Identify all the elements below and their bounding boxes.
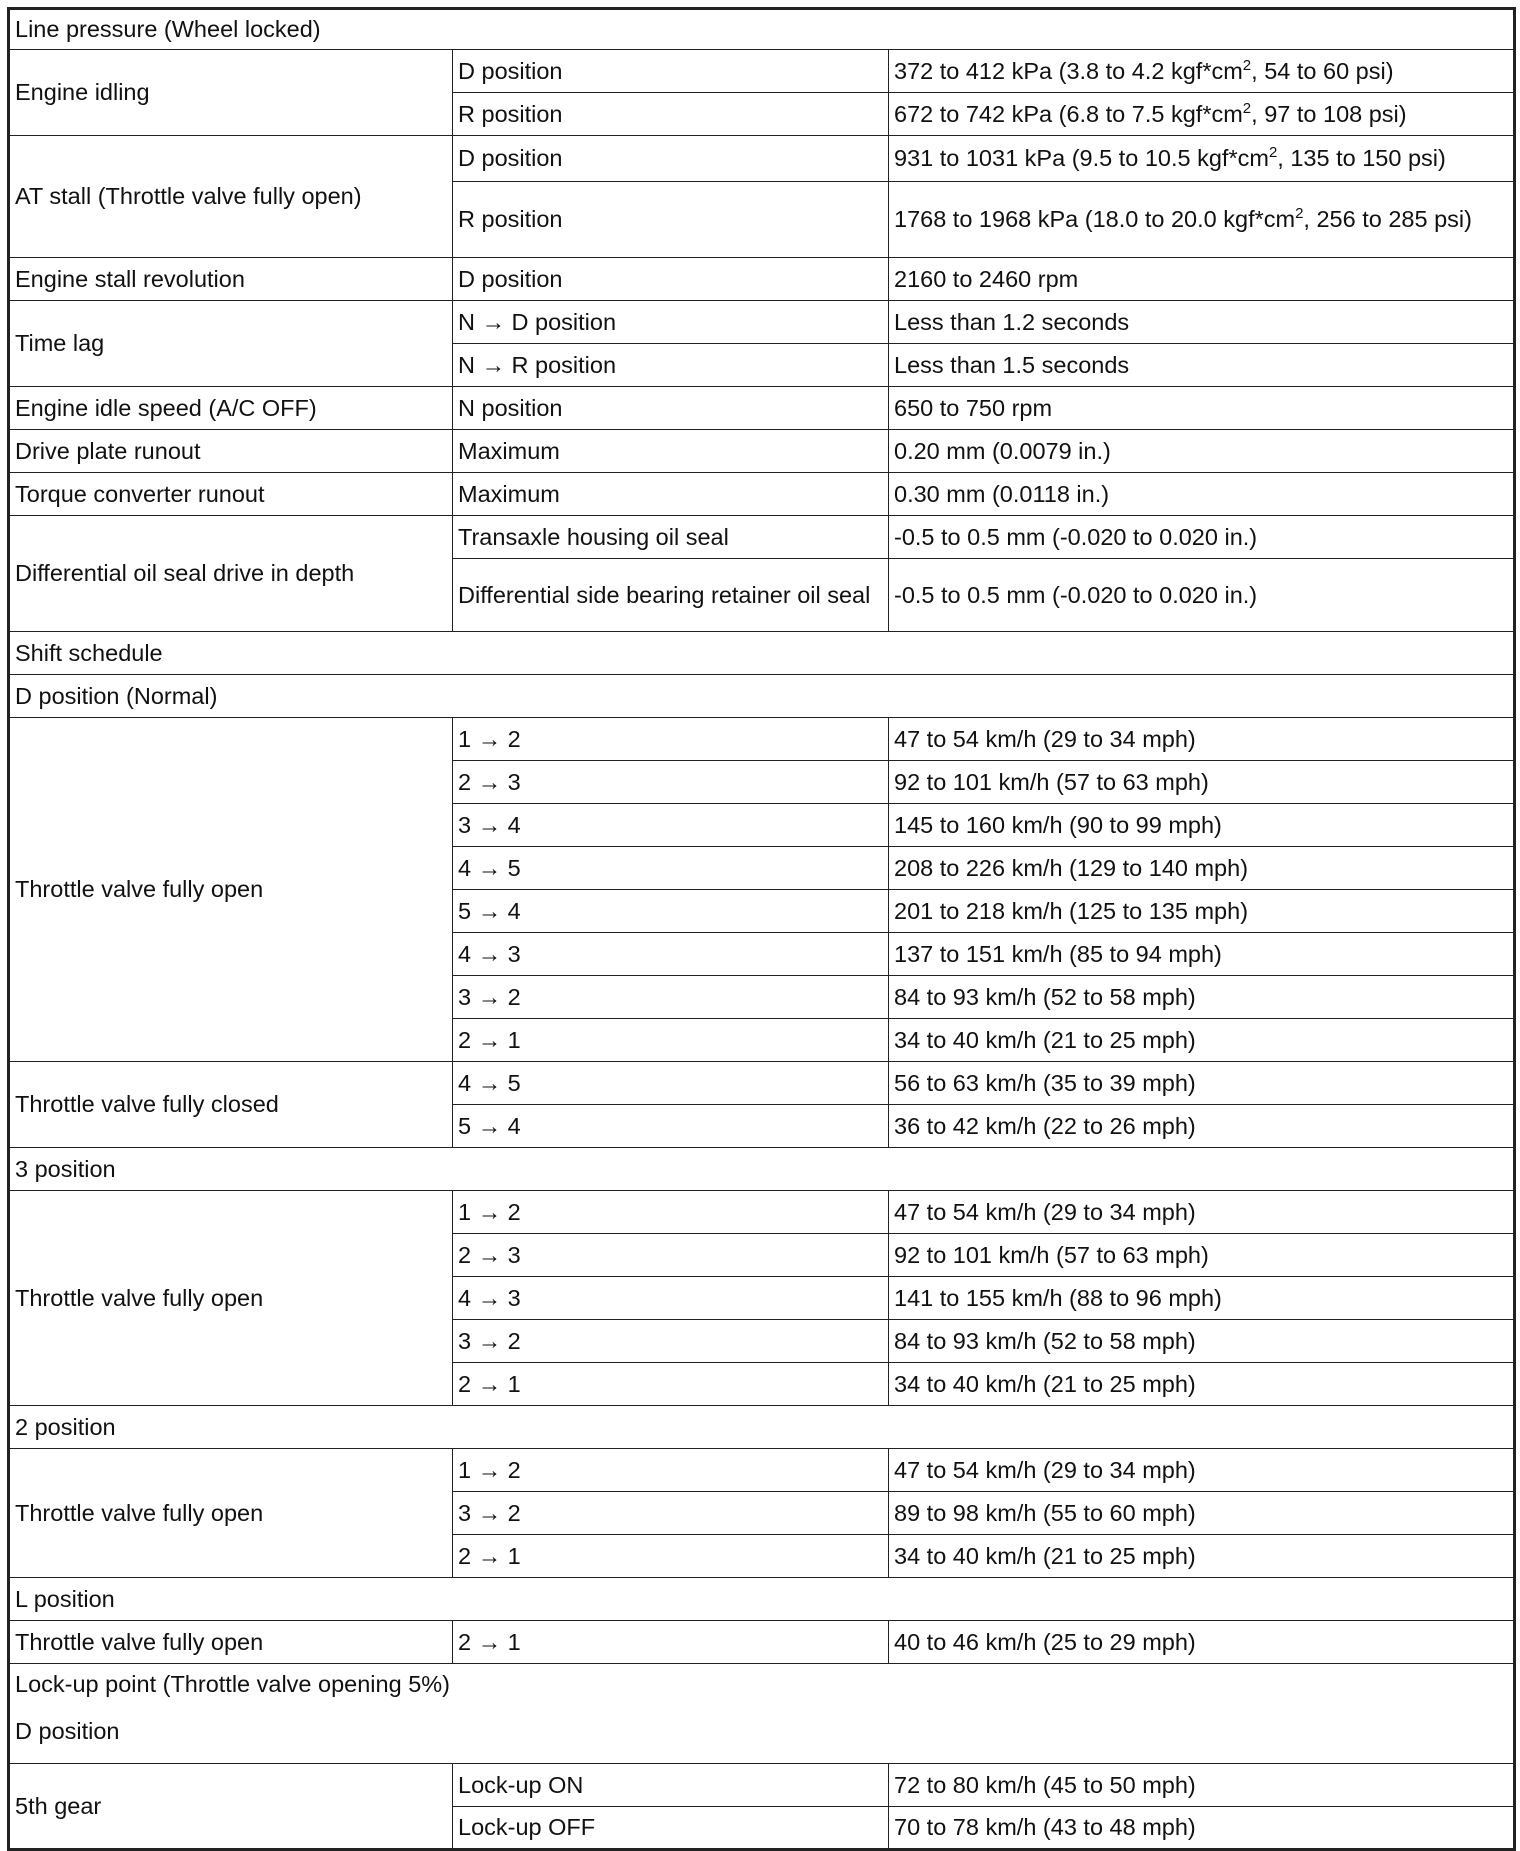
section-subtitle: 2 position — [9, 1406, 1515, 1449]
section-subtitle: 3 position — [9, 1148, 1515, 1191]
shift-cell: 3 → 4 — [453, 804, 889, 847]
value-cell: 89 to 98 km/h (55 to 60 mph) — [889, 1492, 1515, 1535]
value-cell: 72 to 80 km/h (45 to 50 mph) — [889, 1764, 1515, 1807]
value-cell: 141 to 155 km/h (88 to 96 mph) — [889, 1277, 1515, 1320]
table-row — [9, 1621, 1515, 1664]
value-cell: -0.5 to 0.5 mm (-0.020 to 0.020 in.) — [889, 559, 1515, 632]
section-row — [9, 1664, 1515, 1764]
shift-cell: 3 → 2 — [453, 1492, 889, 1535]
shift-cell: 4 → 3 — [453, 1277, 889, 1320]
value-cell: 672 to 742 kPa (6.8 to 7.5 $kgf*cm^2$, 97 to 108 psi) — [889, 93, 1515, 136]
value-cell: 92 to 101 km/h (57 to 63 mph) — [889, 761, 1515, 804]
row-label: Drive plate runout — [9, 430, 453, 473]
shift-cell: 2 → 3 — [453, 1234, 889, 1277]
value-cell: 931 to 1031 kPa (9.5 to 10.5 $kgf*cm^2$, 135 to 150 psi) — [889, 136, 1515, 182]
lockup-section — [9, 1664, 1515, 1764]
row-label: Differential oil seal drive in depth — [9, 516, 453, 632]
condition-cell: Maximum — [453, 473, 889, 516]
value-cell: 47 to 54 km/h (29 to 34 mph) — [889, 1449, 1515, 1492]
row-label: AT stall (Throttle valve fully open) — [9, 136, 453, 258]
row-label: Throttle valve fully closed — [9, 1062, 453, 1148]
value-cell: 34 to 40 km/h (21 to 25 mph) — [889, 1363, 1515, 1406]
value-cell: 0.30 mm (0.0118 in.) — [889, 473, 1515, 516]
value-cell: 0.20 mm (0.0079 in.) — [889, 430, 1515, 473]
row-label: 5th gear — [9, 1764, 453, 1850]
condition-cell: N position — [453, 387, 889, 430]
value-cell: 372 to 412 kPa (3.8 to 4.2 $kgf*cm^2$, 54 to 60 psi) — [889, 50, 1515, 93]
table-row — [9, 473, 1515, 516]
table-row — [9, 718, 1515, 761]
section-row — [9, 632, 1515, 675]
row-label: Throttle valve fully open — [9, 718, 453, 1062]
row-label: Engine stall revolution — [9, 258, 453, 301]
shift-cell: 3 → 2 — [453, 1320, 889, 1363]
value-cell: 84 to 93 km/h (52 to 58 mph) — [889, 976, 1515, 1019]
table-row — [9, 1062, 1515, 1105]
shift-cell: 1 → 2 — [453, 718, 889, 761]
condition-cell: Differential side bearing retainer oil seal — [453, 559, 889, 632]
shift-cell: 1 → 2 — [453, 1449, 889, 1492]
row-label: Throttle valve fully open — [9, 1191, 453, 1406]
section-subtitle: D position — [15, 1718, 120, 1744]
condition-cell: Lock-up ON — [453, 1764, 889, 1807]
table-row — [9, 516, 1515, 559]
value-cell: 40 to 46 km/h (25 to 29 mph) — [889, 1621, 1515, 1664]
section-title: Line pressure (Wheel locked) — [9, 9, 1515, 50]
value-cell: 70 to 78 km/h (43 to 48 mph) — [889, 1807, 1515, 1850]
value-cell: Less than 1.5 seconds — [889, 344, 1515, 387]
table-row — [9, 136, 1515, 182]
shift-cell: 5 → 4 — [453, 1105, 889, 1148]
section-subtitle: D position (Normal) — [9, 675, 1515, 718]
value-cell: 650 to 750 rpm — [889, 387, 1515, 430]
value-cell: 56 to 63 km/h (35 to 39 mph) — [889, 1062, 1515, 1105]
table-row — [9, 301, 1515, 344]
value-cell: 92 to 101 km/h (57 to 63 mph) — [889, 1234, 1515, 1277]
value-cell: 2160 to 2460 rpm — [889, 258, 1515, 301]
section-row — [9, 675, 1515, 718]
value-cell: 47 to 54 km/h (29 to 34 mph) — [889, 1191, 1515, 1234]
shift-cell: 2 → 1 — [453, 1363, 889, 1406]
value-cell: 47 to 54 km/h (29 to 34 mph) — [889, 718, 1515, 761]
value-cell: 36 to 42 km/h (22 to 26 mph) — [889, 1105, 1515, 1148]
row-label: Throttle valve fully open — [9, 1449, 453, 1578]
shift-cell: 5 → 4 — [453, 890, 889, 933]
table-row — [9, 387, 1515, 430]
condition-cell: Lock-up OFF — [453, 1807, 889, 1850]
value-cell: 1768 to 1968 kPa (18.0 to 20.0 $kgf*cm^2$, 256 to 285 psi) — [889, 182, 1515, 258]
value-cell: Less than 1.2 seconds — [889, 301, 1515, 344]
shift-cell: 4 → 3 — [453, 933, 889, 976]
section-title: Lock-up point (Throttle valve opening 5%) — [15, 1671, 450, 1697]
section-title: Shift schedule — [9, 632, 1515, 675]
value-cell: 208 to 226 km/h (129 to 140 mph) — [889, 847, 1515, 890]
section-row — [9, 9, 1515, 50]
table-row — [9, 258, 1515, 301]
condition-cell: D position — [453, 258, 889, 301]
shift-cell: 2 → 1 — [453, 1621, 889, 1664]
row-label: Engine idling — [9, 50, 453, 136]
section-row — [9, 1148, 1515, 1191]
row-label: Engine idle speed (A/C OFF) — [9, 387, 453, 430]
condition-cell: R position — [453, 182, 889, 258]
table-row — [9, 1764, 1515, 1807]
shift-cell: 3 → 2 — [453, 976, 889, 1019]
value-cell: -0.5 to 0.5 mm (-0.020 to 0.020 in.) — [889, 516, 1515, 559]
table-row — [9, 50, 1515, 93]
value-cell: 84 to 93 km/h (52 to 58 mph) — [889, 1320, 1515, 1363]
section-row — [9, 1578, 1515, 1621]
shift-cell: 2 → 1 — [453, 1535, 889, 1578]
table-row — [9, 1191, 1515, 1234]
table-row — [9, 430, 1515, 473]
shift-cell: 2 → 1 — [453, 1019, 889, 1062]
table-row — [9, 1449, 1515, 1492]
shift-cell: 1 → 2 — [453, 1191, 889, 1234]
value-cell: 201 to 218 km/h (125 to 135 mph) — [889, 890, 1515, 933]
row-label: Time lag — [9, 301, 453, 387]
condition-cell: N → D position — [453, 301, 889, 344]
value-cell: 137 to 151 km/h (85 to 94 mph) — [889, 933, 1515, 976]
condition-cell: N → R position — [453, 344, 889, 387]
section-subtitle: L position — [9, 1578, 1515, 1621]
specification-table — [7, 7, 1516, 1851]
row-label: Torque converter runout — [9, 473, 453, 516]
condition-cell: R position — [453, 93, 889, 136]
condition-cell: Maximum — [453, 430, 889, 473]
row-label: Throttle valve fully open — [9, 1621, 453, 1664]
value-cell: 145 to 160 km/h (90 to 99 mph) — [889, 804, 1515, 847]
section-row — [9, 1406, 1515, 1449]
condition-cell: D position — [453, 136, 889, 182]
condition-cell: Transaxle housing oil seal — [453, 516, 889, 559]
condition-cell: D position — [453, 50, 889, 93]
value-cell: 34 to 40 km/h (21 to 25 mph) — [889, 1535, 1515, 1578]
shift-cell: 4 → 5 — [453, 1062, 889, 1105]
shift-cell: 4 → 5 — [453, 847, 889, 890]
value-cell: 34 to 40 km/h (21 to 25 mph) — [889, 1019, 1515, 1062]
shift-cell: 2 → 3 — [453, 761, 889, 804]
